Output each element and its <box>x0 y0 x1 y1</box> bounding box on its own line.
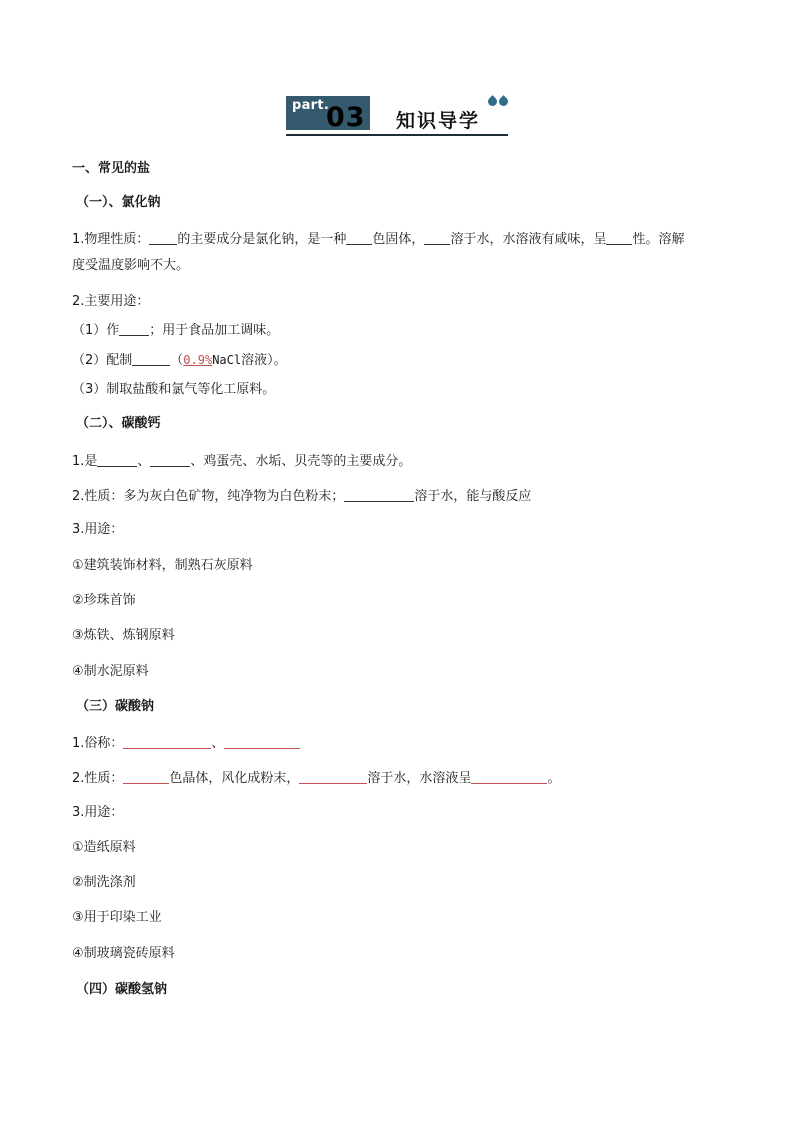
fill-blank[interactable] <box>149 231 177 245</box>
text: 1.物理性质： <box>72 232 150 247</box>
highlighted-value: 0.9% <box>183 353 213 367</box>
fill-blank[interactable] <box>299 770 367 784</box>
droplet-icon <box>488 97 510 107</box>
text: 2.性质：多为灰白色矿物，纯净物为白色粉末； <box>72 489 345 504</box>
subsection-heading-nacl: （一）、氯化钠 <box>76 195 161 210</box>
fill-blank[interactable] <box>471 770 547 784</box>
text: 溶于水，水溶液呈 <box>367 771 472 786</box>
na2co3-properties <box>72 770 560 787</box>
nacl-physical-properties <box>72 231 684 248</box>
subsection-heading-caco3: （二）、碳酸钙 <box>76 416 161 431</box>
text: 溶液）。 <box>241 353 287 368</box>
caco3-uses-title: 3.用途： <box>72 522 124 537</box>
na2co3-common-name <box>72 735 300 752</box>
formula: NaCl <box>212 353 242 367</box>
na2co3-use-3: ③用于印染工业 <box>72 910 162 925</box>
na2co3-uses-title: 3.用途： <box>72 805 124 820</box>
na2co3-use-1: ①造纸原料 <box>72 840 136 855</box>
nacl-uses-title: 2.主要用途： <box>72 294 150 309</box>
text: 色晶体，风化成粉末， <box>169 771 300 786</box>
text: 、 <box>137 454 151 469</box>
text: 1.俗称： <box>72 736 124 751</box>
fill-blank[interactable] <box>119 322 149 336</box>
fill-blank[interactable] <box>346 231 372 245</box>
text: （ <box>170 353 184 368</box>
subsection-heading-nahco3: （四）碳酸氢钠 <box>76 982 168 997</box>
caco3-properties <box>72 488 531 505</box>
section-banner <box>286 96 508 138</box>
fill-blank[interactable] <box>344 488 414 502</box>
part-number: 03 <box>326 102 366 133</box>
fill-blank[interactable] <box>123 770 169 784</box>
nacl-use-3: （3）制取盐酸和氯气等化工原料。 <box>72 382 276 397</box>
fill-blank[interactable] <box>606 231 632 245</box>
caco3-use-1: ①建筑装饰材料，制熟石灰原料 <box>72 558 253 573</box>
text: （1）作 <box>72 323 120 338</box>
fill-blank[interactable] <box>224 735 300 749</box>
text: 1.是 <box>72 454 98 469</box>
fill-blank[interactable] <box>150 453 190 467</box>
text: 溶于水，水溶液有咸味，呈 <box>450 232 607 247</box>
part-label: part. <box>292 98 330 113</box>
subsection-heading-na2co3: （三）碳酸钠 <box>76 699 155 714</box>
fill-blank[interactable] <box>424 231 450 245</box>
fill-blank[interactable] <box>123 735 211 749</box>
text: 、鸡蛋壳、水垢、贝壳等的主要成分。 <box>190 454 412 469</box>
na2co3-use-2: ②制洗涤剂 <box>72 875 136 890</box>
text: 溶于水，能与酸反应 <box>414 489 532 504</box>
text: 色固体， <box>372 232 425 247</box>
nacl-physical-properties-cont: 度受温度影响不大。 <box>72 258 190 273</box>
fill-blank[interactable] <box>132 352 170 366</box>
caco3-use-2: ②珍珠首饰 <box>72 593 136 608</box>
text: （2）配制 <box>72 353 133 368</box>
text: 的主要成分是氯化钠，是一种 <box>177 232 347 247</box>
title-underline <box>286 134 508 136</box>
nacl-use-1 <box>72 322 279 339</box>
text: 2.性质： <box>72 771 124 786</box>
caco3-use-4: ④制水泥原料 <box>72 664 149 679</box>
fill-blank[interactable] <box>97 453 137 467</box>
page-title: 知识导学 <box>396 110 481 132</box>
text: 性。溶解 <box>632 232 685 247</box>
caco3-source <box>72 453 411 470</box>
text: 。 <box>547 771 561 786</box>
nacl-use-2 <box>72 352 287 369</box>
na2co3-use-4: ④制玻璃瓷砖原料 <box>72 946 175 961</box>
text: ；用于食品加工调味。 <box>149 323 280 338</box>
section-heading: 一、常见的盐 <box>72 161 151 176</box>
text: 、 <box>211 736 225 751</box>
caco3-use-3: ③炼铁、炼钢原料 <box>72 628 175 643</box>
